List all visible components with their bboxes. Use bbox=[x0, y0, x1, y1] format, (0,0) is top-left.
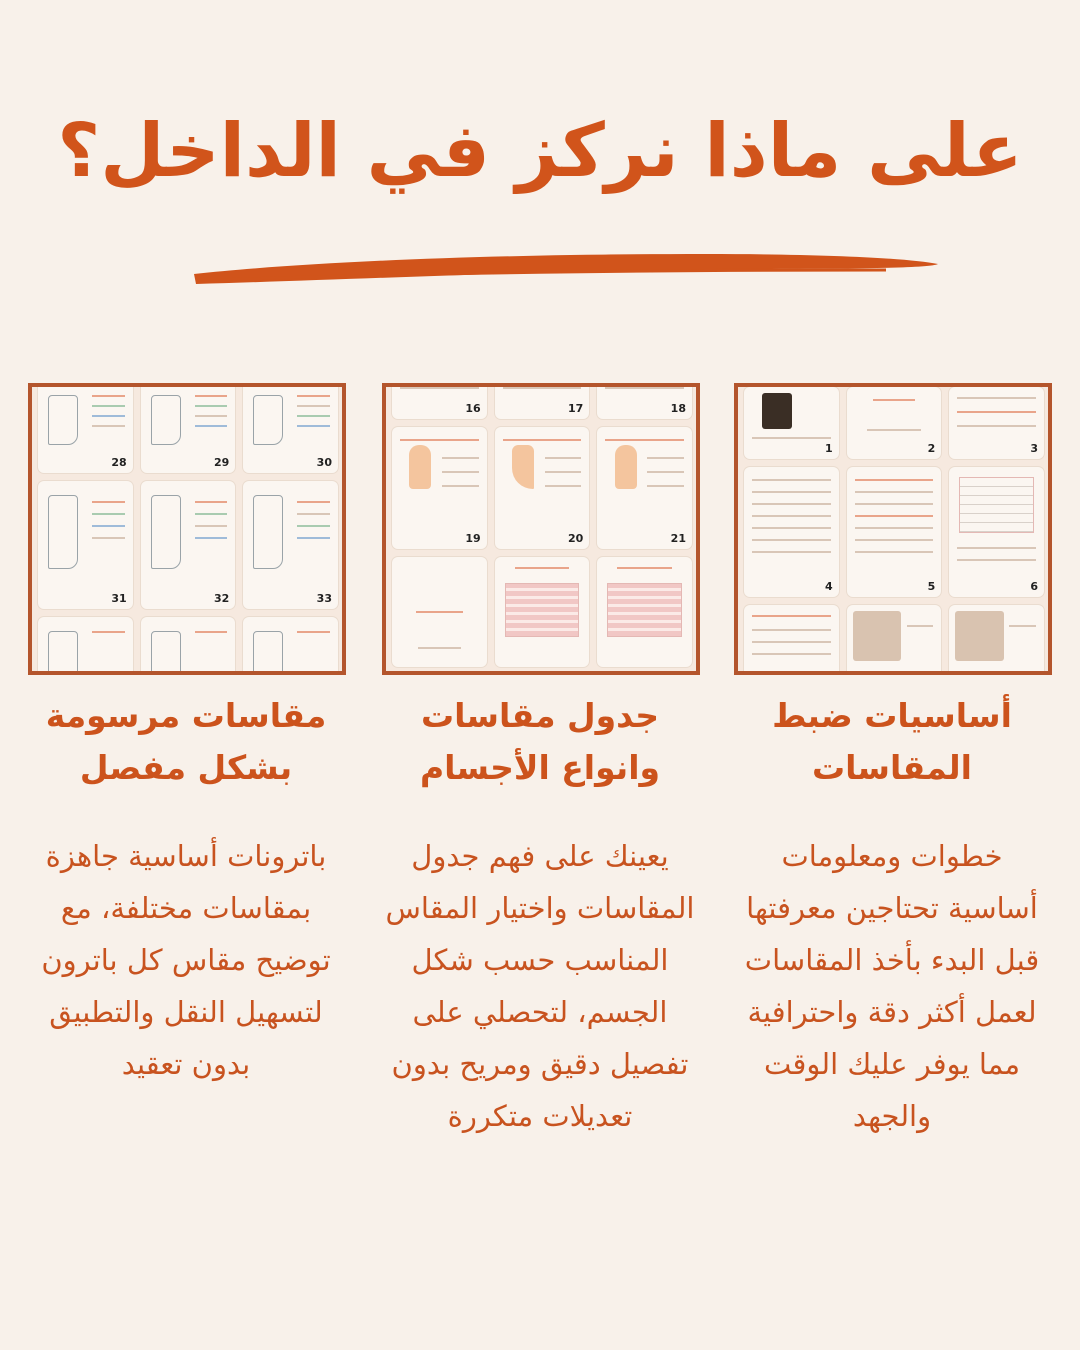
page-thumbnail: 16 bbox=[392, 383, 487, 419]
preview-size-chart-card bbox=[382, 383, 700, 675]
page-thumbnail: 4 bbox=[744, 467, 839, 597]
page-thumbnail: 33 bbox=[243, 481, 338, 609]
page-thumbnail bbox=[744, 605, 839, 675]
page-thumbnail bbox=[243, 617, 338, 675]
page-thumbnail bbox=[141, 617, 236, 675]
page-thumbnail bbox=[847, 605, 942, 675]
column-description-size-chart: يعينك على فهم جدول المقاسات واختيار المقاس المناسب حسب شكل الجسم، لتحصلي على تفصيل دقيق ومريح بدون تعديلات متكررة bbox=[385, 839, 695, 1133]
page-thumbnail bbox=[392, 557, 487, 667]
page-thumbnail: 18 bbox=[597, 383, 692, 419]
page-thumbnail: 17 bbox=[495, 383, 590, 419]
column-description-patterns: باترونات أساسية جاهزة بمقاسات مختلفة، مع توضيح مقاس كل باترون لتسهيل النقل والتطبيق بدون تعقيد bbox=[41, 839, 331, 1081]
page-thumbnail: 6 bbox=[949, 467, 1044, 597]
preview-patterns-card bbox=[28, 383, 346, 675]
column-heading-patterns: مقاسات مرسومة بشكل مفصل bbox=[45, 696, 327, 787]
page-thumbnail: 29 bbox=[141, 383, 236, 473]
page-thumbnail: 19 bbox=[392, 427, 487, 549]
page-thumbnail: 1 bbox=[744, 387, 839, 459]
preview-basics-card bbox=[734, 383, 1052, 675]
page-thumbnail: 20 bbox=[495, 427, 590, 549]
page-thumbnail bbox=[495, 557, 590, 667]
column-heading-size-chart: جدول مقاسات وانواع الأجسام bbox=[419, 696, 661, 787]
page-thumbnail bbox=[597, 557, 692, 667]
page-thumbnail: 28 bbox=[38, 383, 133, 473]
page-title: على ماذا نركز في الداخل؟ bbox=[57, 108, 1023, 194]
page-thumbnail: 31 bbox=[38, 481, 133, 609]
column-heading-basics: أساسيات ضبط المقاسات bbox=[772, 696, 1012, 787]
brush-stroke-divider bbox=[186, 240, 946, 300]
column-description-basics: خطوات ومعلومات أساسية تحتاجين معرفتها قبل البدء بأخذ المقاسات لعمل أكثر دقة واحترافية مما يوفر عليك الوقت والجهد bbox=[744, 839, 1040, 1133]
page-thumbnail: 5 bbox=[847, 467, 942, 597]
page-thumbnail: 30 bbox=[243, 383, 338, 473]
page-thumbnail: 21 bbox=[597, 427, 692, 549]
page-thumbnail bbox=[949, 605, 1044, 675]
page-thumbnail: 32 bbox=[141, 481, 236, 609]
page-thumbnail: 3 bbox=[949, 387, 1044, 459]
page-thumbnail: 2 bbox=[847, 387, 942, 459]
page-thumbnail bbox=[38, 617, 133, 675]
